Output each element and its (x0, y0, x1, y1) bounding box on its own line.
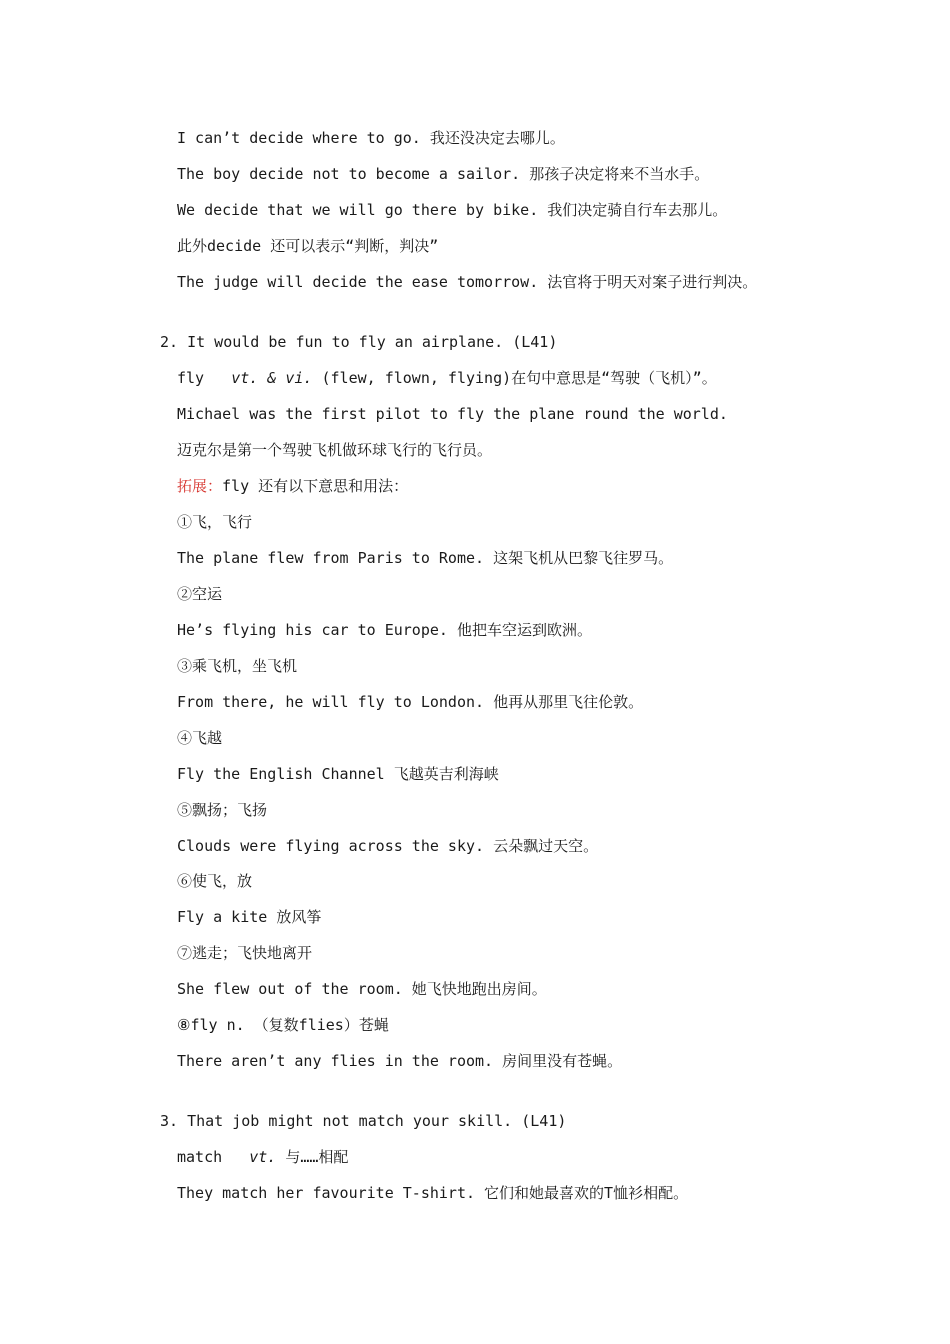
usage-example: There aren’t any flies in the room. 房间里没有苍蝇。 (177, 1052, 623, 1070)
example-chinese: 迈克尔是第一个驾驶飞机做环球飞行的飞行员。 (177, 441, 493, 459)
section-heading: 3. That job might not match your skill. (L41) (160, 1112, 567, 1130)
usage-example: He’s flying his car to Europe. 他把车空运到欧洲。 (177, 621, 592, 639)
usage-example: Fly a kite 放风筝 (177, 908, 322, 926)
example-line: We decide that we will go there by bike. 我们决定骑自行车去那儿。 (177, 201, 728, 219)
definition-line (177, 368, 717, 388)
definition-word: match (177, 1148, 223, 1166)
usage-label: ②空运 (177, 585, 223, 603)
usage-example: From there, he will fly to London. 他再从那里飞往伦敦。 (177, 693, 644, 711)
usage-example: She flew out of the room. 她飞快地跑出房间。 (177, 980, 547, 998)
usage-example: They match her favourite T-shirt. 它们和她最喜欢的T恤衫相配。 (177, 1184, 689, 1202)
note-line: 此外decide 还可以表示“判断，判决” (177, 237, 439, 255)
example-english: Michael was the first pilot to fly the plane round the world. (177, 405, 728, 423)
extension-line (177, 476, 408, 496)
usage-label: ④飞越 (177, 729, 223, 747)
example-line: I can’t decide where to go. 我还没决定去哪儿。 (177, 129, 565, 147)
extension-label: 拓展： (177, 477, 223, 495)
usage-label: ⑧fly n. （复数flies）苍蝇 (177, 1016, 389, 1034)
usage-label: ⑤飘扬；飞扬 (177, 801, 268, 819)
section-heading: 2. It would be fun to fly an airplane. (L41) (160, 333, 558, 351)
extension-text: fly 还有以下意思和用法： (222, 477, 409, 495)
example-line: The boy decide not to become a sailor. 那孩子决定将来不当水手。 (177, 165, 710, 183)
definition-word: fly (177, 369, 205, 387)
definition-text: (flew, flown, flying)在句中意思是“驾驶（飞机）”。 (321, 369, 717, 387)
part-of-speech: vt. (249, 1148, 277, 1166)
usage-label: ①飞，飞行 (177, 513, 253, 531)
definition-text: 与……相配 (285, 1148, 349, 1166)
usage-label: ⑦逃走；飞快地离开 (177, 944, 313, 962)
usage-example: Clouds were flying across the sky. 云朵飘过天空。 (177, 837, 599, 855)
example-line: The judge will decide the ease tomorrow. 法官将于明天对案子进行判决。 (177, 273, 758, 291)
usage-example: The plane flew from Paris to Rome. 这架飞机从巴黎飞往罗马。 (177, 549, 674, 567)
usage-label: ③乘飞机，坐飞机 (177, 657, 298, 675)
definition-line (177, 1147, 348, 1167)
usage-label: ⑥使飞，放 (177, 872, 253, 890)
usage-example: Fly the English Channel 飞越英吉利海峡 (177, 765, 499, 783)
part-of-speech: vt. & vi. (231, 369, 313, 387)
